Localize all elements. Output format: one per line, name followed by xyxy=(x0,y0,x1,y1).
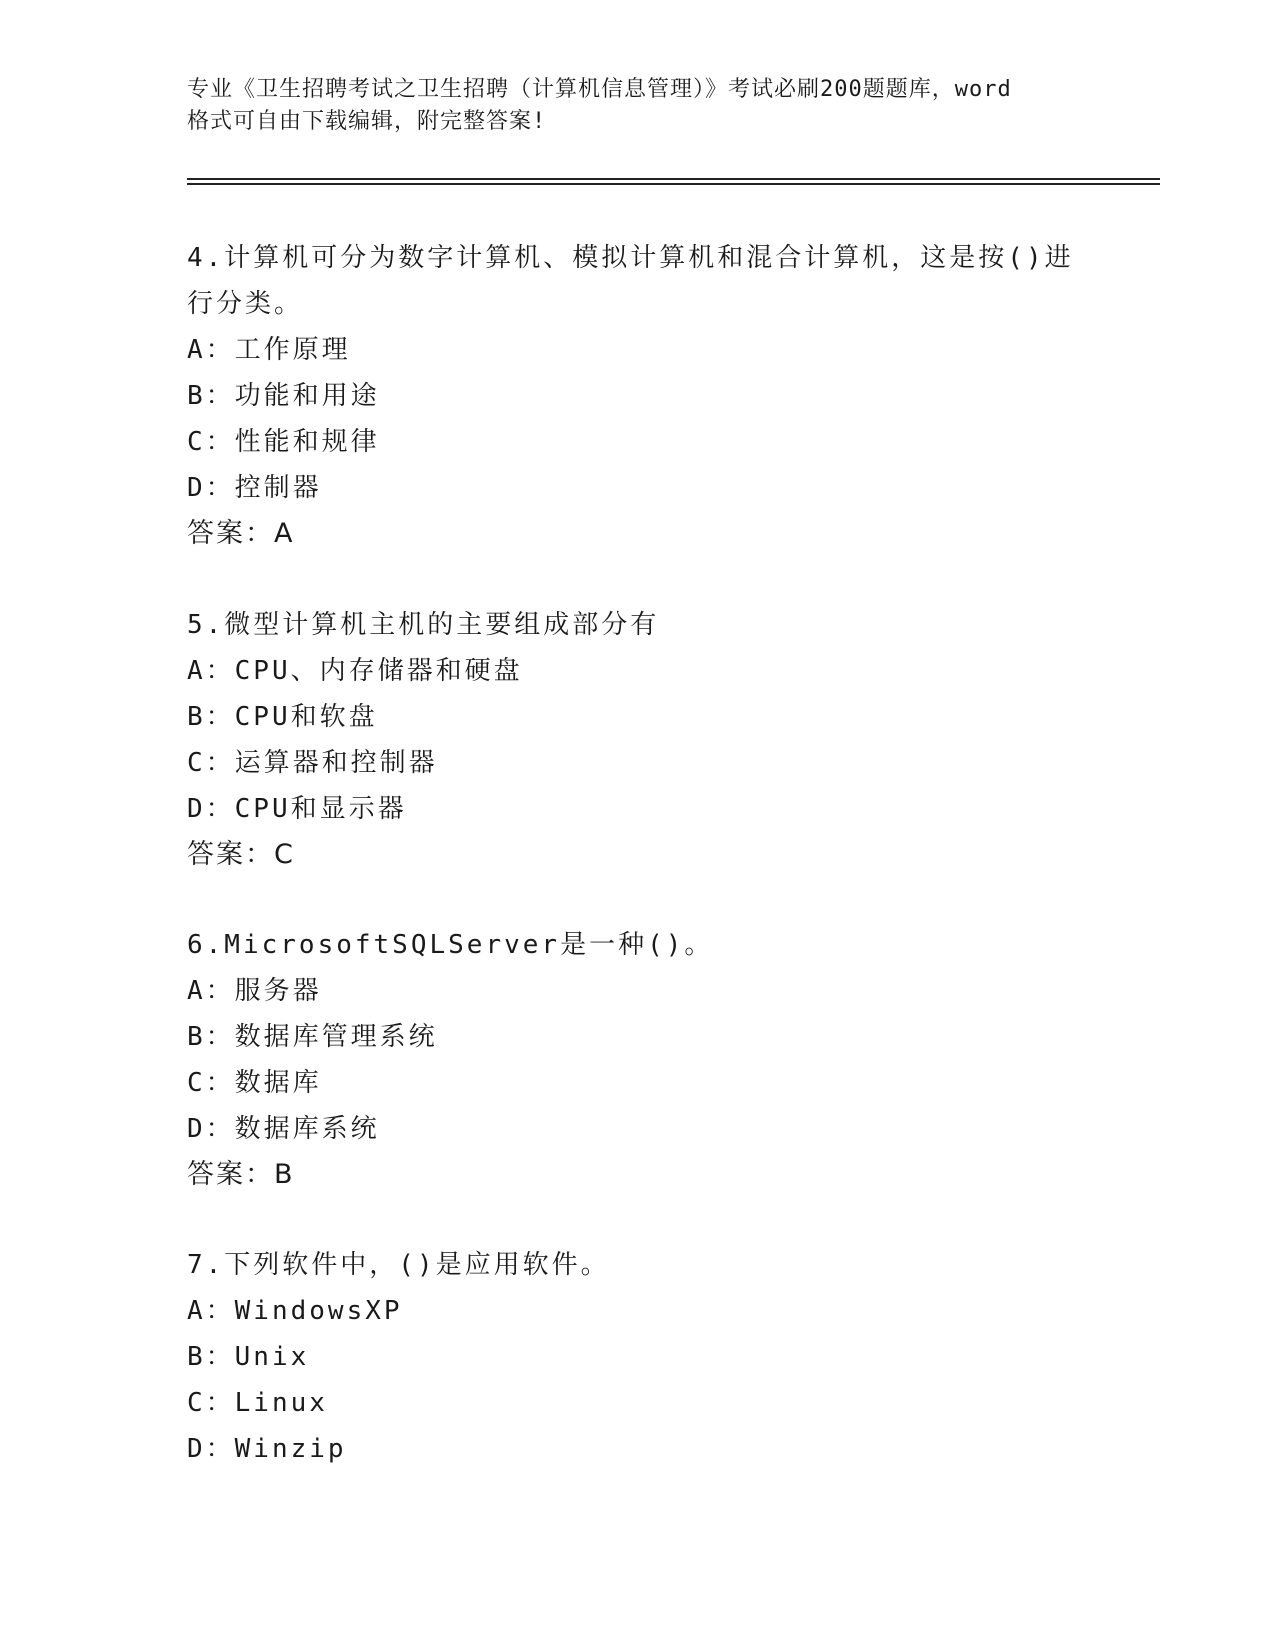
question-stem-line: 4.计算机可分为数字计算机、模拟计算机和混合计算机，这是按()进 xyxy=(187,243,1074,273)
option-d: D：数据库系统 xyxy=(187,1114,380,1144)
option-b: B：功能和用途 xyxy=(187,381,380,411)
question-stem-line: 7.下列软件中，()是应用软件。 xyxy=(187,1250,610,1280)
option-c: C：性能和规律 xyxy=(187,427,380,457)
question-5 xyxy=(187,602,1087,878)
header-divider-top xyxy=(187,178,1160,180)
option-a: A：服务器 xyxy=(187,976,322,1006)
option-b: B：数据库管理系统 xyxy=(187,1022,438,1052)
option-c: C：数据库 xyxy=(187,1068,322,1098)
question-stem-line: 5.微型计算机主机的主要组成部分有 xyxy=(187,610,660,640)
option-d: D：CPU和显示器 xyxy=(187,794,407,824)
option-d: D：控制器 xyxy=(187,473,322,503)
option-c: C：运算器和控制器 xyxy=(187,748,438,778)
header-divider-bottom xyxy=(187,183,1160,185)
option-d: D：Winzip xyxy=(187,1434,347,1464)
question-7 xyxy=(187,1242,1087,1472)
question-stem-line: 6.MicrosoftSQLServer是一种()。 xyxy=(187,930,714,960)
document-header xyxy=(187,74,1107,138)
option-a: A：WindowsXP xyxy=(187,1296,403,1326)
answer-line: 答案：C xyxy=(187,839,295,870)
question-4 xyxy=(187,235,1087,557)
answer-line: 答案：A xyxy=(187,518,295,549)
header-line-1: 专业《卫生招聘考试之卫生招聘（计算机信息管理）》考试必刷200题题库，word xyxy=(187,77,1012,102)
option-b: B：CPU和软盘 xyxy=(187,702,378,732)
option-b: B：Unix xyxy=(187,1342,310,1372)
question-6 xyxy=(187,922,1087,1198)
answer-line: 答案：B xyxy=(187,1159,295,1190)
question-stem-line: 行分类。 xyxy=(187,289,304,319)
option-a: A：CPU、内存储器和硬盘 xyxy=(187,656,523,686)
header-line-2: 格式可自由下载编辑，附完整答案! xyxy=(187,109,547,134)
option-a: A：工作原理 xyxy=(187,335,351,365)
option-c: C：Linux xyxy=(187,1388,328,1418)
